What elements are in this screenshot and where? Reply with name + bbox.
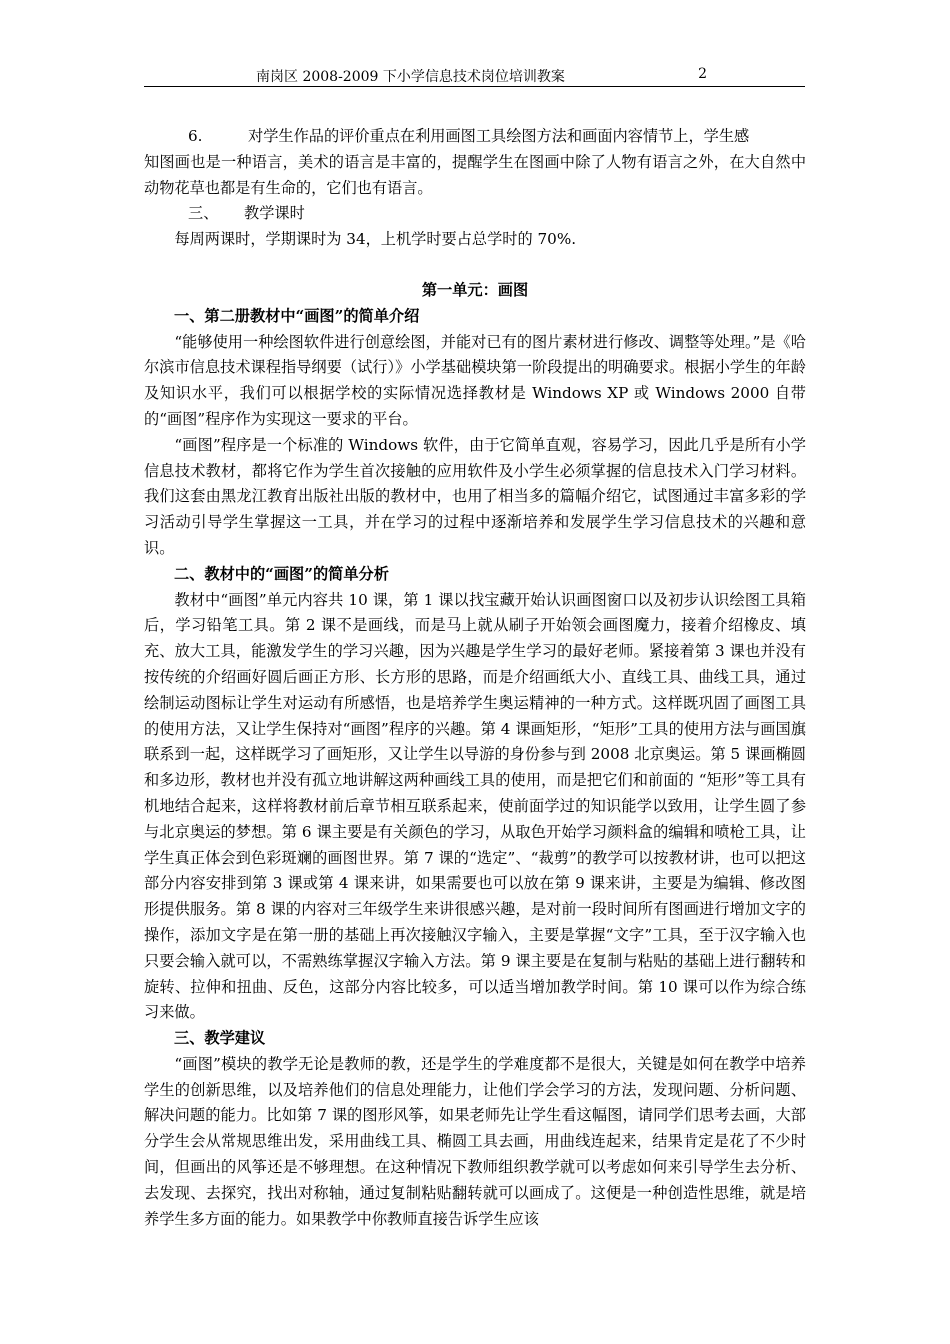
part1-paragraph-2: “画图”程序是一个标准的 Windows 软件，由于它简单直观，容易学习，因此几乎是所有小学信息技术教材，都将它作为学生首次接触的应用软件及小学生必须掌握的信息技术入门学习材料。我们这套由黑龙江教育出版社出版的教材中，也用了相当多的篇幅介绍它，试图通过丰富多彩的学习活动引导学生掌握这一工具，并在学习的过程中逐渐培养和发展学生学习信息技术的兴趣和意识。 <box>144 435 806 557</box>
document-body <box>144 124 806 1232</box>
teaching-hours-heading <box>144 201 806 227</box>
teaching-hours-text: 每周两课时，学期课时为 34，上机学时要占总学时的 70%. <box>174 230 577 249</box>
item-6-first-line <box>144 124 806 150</box>
item-6-line1: 对学生作品的评价重点在利用画图工具绘图方法和画面内容情节上，学生感 <box>248 127 750 145</box>
page-number: 2 <box>698 66 707 82</box>
item-6-number: 6. <box>188 127 203 145</box>
teaching-hours-title: 教学课时 <box>244 204 305 223</box>
teaching-hours-number: 三、 <box>188 204 219 223</box>
part2-paragraph-1: 教材中“画图”单元内容共 10 课，第 1 课以找宝藏开始认识画图窗口以及初步认识绘图工具箱后，学习铅笔工具。第 2 课不是画线，而是马上就从刷子开始领会画图魔力，接着介绍橡皮、填充、放大工具，能激发学生的学习兴趣，因为兴趣是学生学习的最好老师。紧接着第 3 课也并没有按传统的介绍画好圆后画正方形、长方形的思路，而是介绍画纸大小、直线工具、曲线工具，通过绘制运动图标让学生对运动有所感悟，也是培养学生奥运精神的一种方式。这样既巩固了画图工具的使用方法，又让学生保持对“画图”程序的兴趣。第 4 课画矩形，“矩形”工具的使用方法与画国旗联系到一起，这样既学习了画矩形，又让学生以导游的身份参与到 2008 北京奥运。第 5 课画椭圆和多边形，教材也并没有孤立地讲解这两种画线工具的使用，而是把它们和前面的 “矩形”等工具有机地结合起来，这样将教材前后章节相互联系起来，使前面学过的知识能学以致用，让学生圆了参与北京奥运的梦想。第 6 课主要是有关颜色的学习，从取色开始学习颜料盒的编辑和喷枪工具，让学生真正体会到色彩斑斓的画图世界。第 7 课的“选定”、“裁剪”的教学可以按教材讲，也可以把这部分内容安排到第 3 课或第 4 课来讲，如果需要也可以放在第 9 课来讲，主要是为编辑、修改图形提供服务。第 8 课的内容对三年级学生来讲很感兴趣，是对前一段时间所有图画进行增加文字的操作，添加文字是在第一册的基础上再次接触汉字输入，主要是掌握“文字”工具，至于汉字输入也只要会输入就可以，不需熟练掌握汉字输入方法。第 9 课主要是在复制与粘贴的基础上进行翻转和旋转、拉伸和扭曲、反色，这部分内容比较多，可以适当增加教学时间。第 10 课可以作为综合练习来做。 <box>144 590 806 1022</box>
header-title: 南岗区 2008-2009 下小学信息技术岗位培训教案 <box>256 69 565 85</box>
unit-title: 第一单元：画图 <box>421 280 529 299</box>
item-6-continuation: 知图画也是一种语言，美术的语言是丰富的，提醒学生在图画中除了人物有语言之外，在大自然中动物花草也都是有生命的，它们也有语言。 <box>144 152 806 197</box>
part3-paragraph-1: “画图”模块的教学无论是教师的教，还是学生的学难度都不是很大，关键是如何在教学中培养学生的创新思维，以及培养他们的信息处理能力，让他们学会学习的方法，发现问题、分析问题、解决问题的能力。比如第 7 课的图形风筝，如果老师先让学生看这幅图，请同学们思考去画，大部分学生会从常规思维出发，采用曲线工具、椭圆工具去画，用曲线连起来，结果肯定是花了不少时间，但画出的风筝还是不够理想。在这种情况下教师组织教学就可以考虑如何来引导学生去分析、去发现、去探究，找出对称轴，通过复制粘贴翻转就可以画成了。这便是一种创造性思维，就是培养学生多方面的能力。如果教学中你教师直接告诉学生应该 <box>144 1054 806 1228</box>
part1-heading: 一、第二册教材中“画图”的简单介绍 <box>174 306 420 325</box>
part2-heading: 二、教材中的“画图”的简单分析 <box>174 564 389 583</box>
page-header <box>144 64 805 87</box>
part1-paragraph-1: “能够使用一种绘图软件进行创意绘图，并能对已有的图片素材进行修改、调整等处理。”是《哈尔滨市信息技术课程指导纲要（试行）》小学基础模块第一阶段提出的明确要求。根据小学生的年龄及知识水平，我们可以根据学校的实际情况选择教材是 Windows XP 或 Windows 2000 自带的“画图”程序作为实现这一要求的平台。 <box>144 332 806 428</box>
part3-heading: 三、教学建议 <box>174 1029 266 1048</box>
